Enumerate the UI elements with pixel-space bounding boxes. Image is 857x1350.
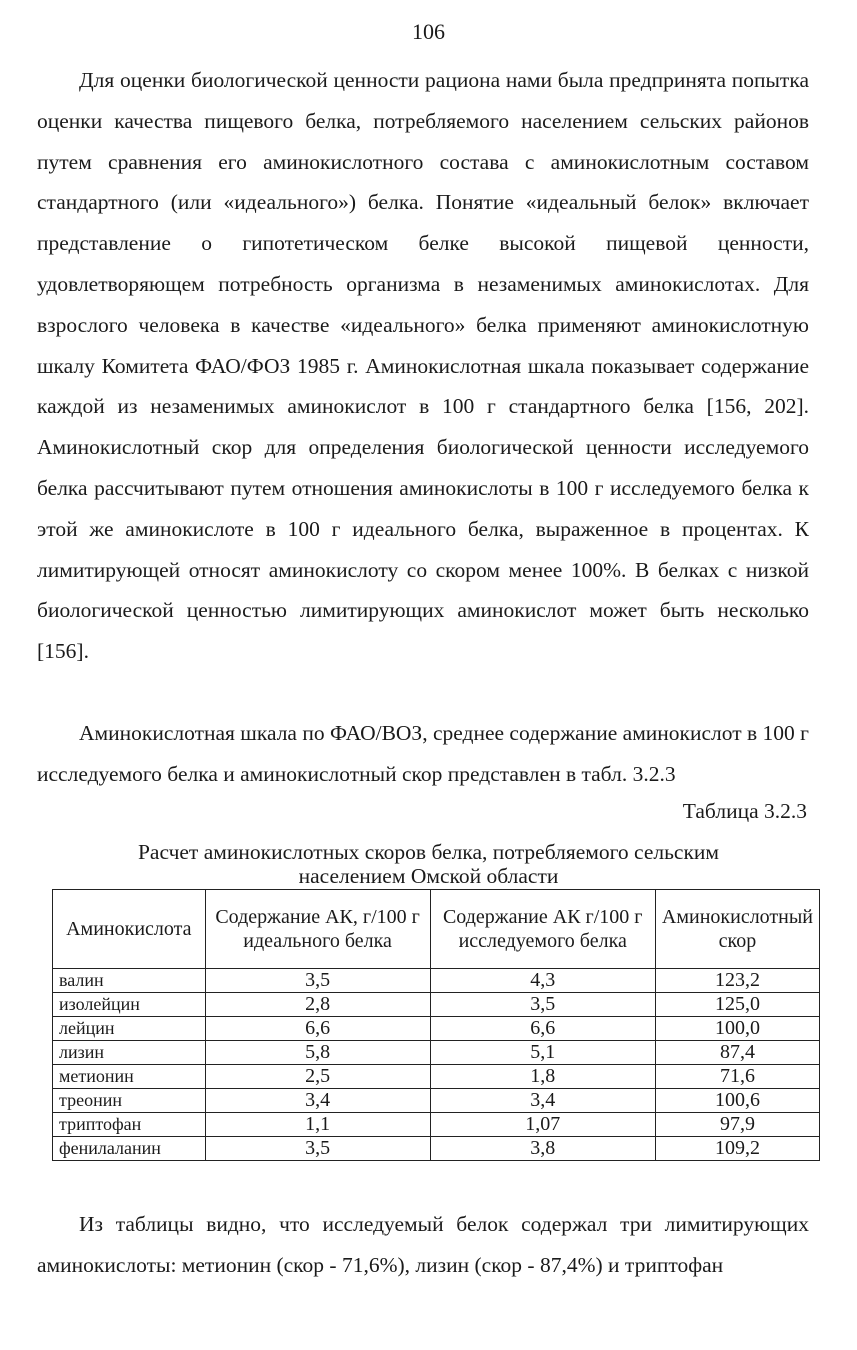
- amino-acid-score-table: [52, 889, 820, 1161]
- cell-studied-content: 1,07: [430, 1113, 655, 1137]
- cell-amino-acid: лейцин: [53, 1017, 206, 1041]
- cell-ideal-content: 1,1: [205, 1113, 430, 1137]
- cell-amino-score: 87,4: [655, 1041, 819, 1065]
- page-number: 106: [412, 19, 445, 44]
- cell-studied-content: 3,4: [430, 1089, 655, 1113]
- cell-amino-acid: валин: [53, 969, 206, 993]
- header-amino-score: Аминокислотный скор: [655, 890, 819, 969]
- table-header-row: [53, 890, 820, 969]
- cell-amino-score: 100,6: [655, 1089, 819, 1113]
- cell-ideal-content: 5,8: [205, 1041, 430, 1065]
- cell-ideal-content: 3,5: [205, 1137, 430, 1161]
- table-row: [53, 1041, 820, 1065]
- cell-ideal-content: 2,5: [205, 1065, 430, 1089]
- cell-ideal-content: 2,8: [205, 993, 430, 1017]
- table-row: [53, 1137, 820, 1161]
- table-caption: [0, 840, 857, 888]
- cell-amino-acid: фенилаланин: [53, 1137, 206, 1161]
- paragraph-intro: Для оценки биологической ценности рациона нами была предпринята попытка оценки качества пищевого белка, потребляемого населением сельских районов путем сравнения его аминокислотного состава с аминокислотным составом стандартного (или «идеального») белка. Понятие «идеальный белок» включает представление о гипотетическом белке высокой пищевой ценности, удовлетворяющем потребность организма в незаменимых аминокислотах. Для взрослого человека в качестве «идеального» белка применяют аминокислотную шкалу Комитета ФАО/ФОЗ 1985 г. Аминокислотная шкала показывает содержание каждой из незаменимых аминокислот в 100 г стандартного белка [156, 202]. Аминокислотный скор для определения биологической ценности исследуемого белка рассчитывают путем отношения аминокислоты в 100 г исследуемого белка к этой же аминокислоте в 100 г идеального белка, выраженное в процентах. К лимитирующей относят аминокислоту со скором менее 100%. В белках с низкой биологической ценностью лимитирующих аминокислот может быть несколько [156].: [37, 68, 809, 664]
- cell-amino-acid: лизин: [53, 1041, 206, 1065]
- cell-amino-score: 125,0: [655, 993, 819, 1017]
- header-studied-content: Содержание АК г/100 г исследуемого белка: [430, 890, 655, 969]
- table-row: [53, 1065, 820, 1089]
- cell-studied-content: 3,8: [430, 1137, 655, 1161]
- cell-amino-score: 123,2: [655, 969, 819, 993]
- table-label: Таблица 3.2.3: [682, 799, 807, 823]
- cell-amino-score: 100,0: [655, 1017, 819, 1041]
- cell-amino-score: 97,9: [655, 1113, 819, 1137]
- cell-ideal-content: 3,5: [205, 969, 430, 993]
- cell-amino-acid: треонин: [53, 1089, 206, 1113]
- cell-ideal-content: 6,6: [205, 1017, 430, 1041]
- cell-studied-content: 4,3: [430, 969, 655, 993]
- cell-ideal-content: 3,4: [205, 1089, 430, 1113]
- cell-amino-acid: изолейцин: [53, 993, 206, 1017]
- table-caption-line-1: Расчет аминокислотных скоров белка, потребляемого сельским: [137, 840, 720, 864]
- cell-studied-content: 3,5: [430, 993, 655, 1017]
- paragraph-conclusion: Из таблицы видно, что исследуемый белок содержал три лимитирующих аминокислоты: метионин (скор - 71,6%), лизин (скор - 87,4%) и триптофан: [37, 1212, 809, 1277]
- header-ideal-content: Содержание АК, г/100 г идеального белка: [205, 890, 430, 969]
- table-caption-line-2: населением Омской области: [298, 864, 559, 888]
- table-row: [53, 969, 820, 993]
- table-row: [53, 993, 820, 1017]
- cell-studied-content: 1,8: [430, 1065, 655, 1089]
- cell-amino-score: 109,2: [655, 1137, 819, 1161]
- cell-amino-acid: метионин: [53, 1065, 206, 1089]
- table-row: [53, 1017, 820, 1041]
- table-row: [53, 1113, 820, 1137]
- paragraph-table-reference: Аминокислотная шкала по ФАО/ВОЗ, среднее содержание аминокислот в 100 г исследуемого белка и аминокислотный скор представлен в табл. 3.2.3: [37, 721, 809, 786]
- header-amino-acid: Аминокислота: [53, 890, 206, 969]
- table-row: [53, 1089, 820, 1113]
- cell-studied-content: 6,6: [430, 1017, 655, 1041]
- cell-amino-acid: триптофан: [53, 1113, 206, 1137]
- cell-studied-content: 5,1: [430, 1041, 655, 1065]
- cell-amino-score: 71,6: [655, 1065, 819, 1089]
